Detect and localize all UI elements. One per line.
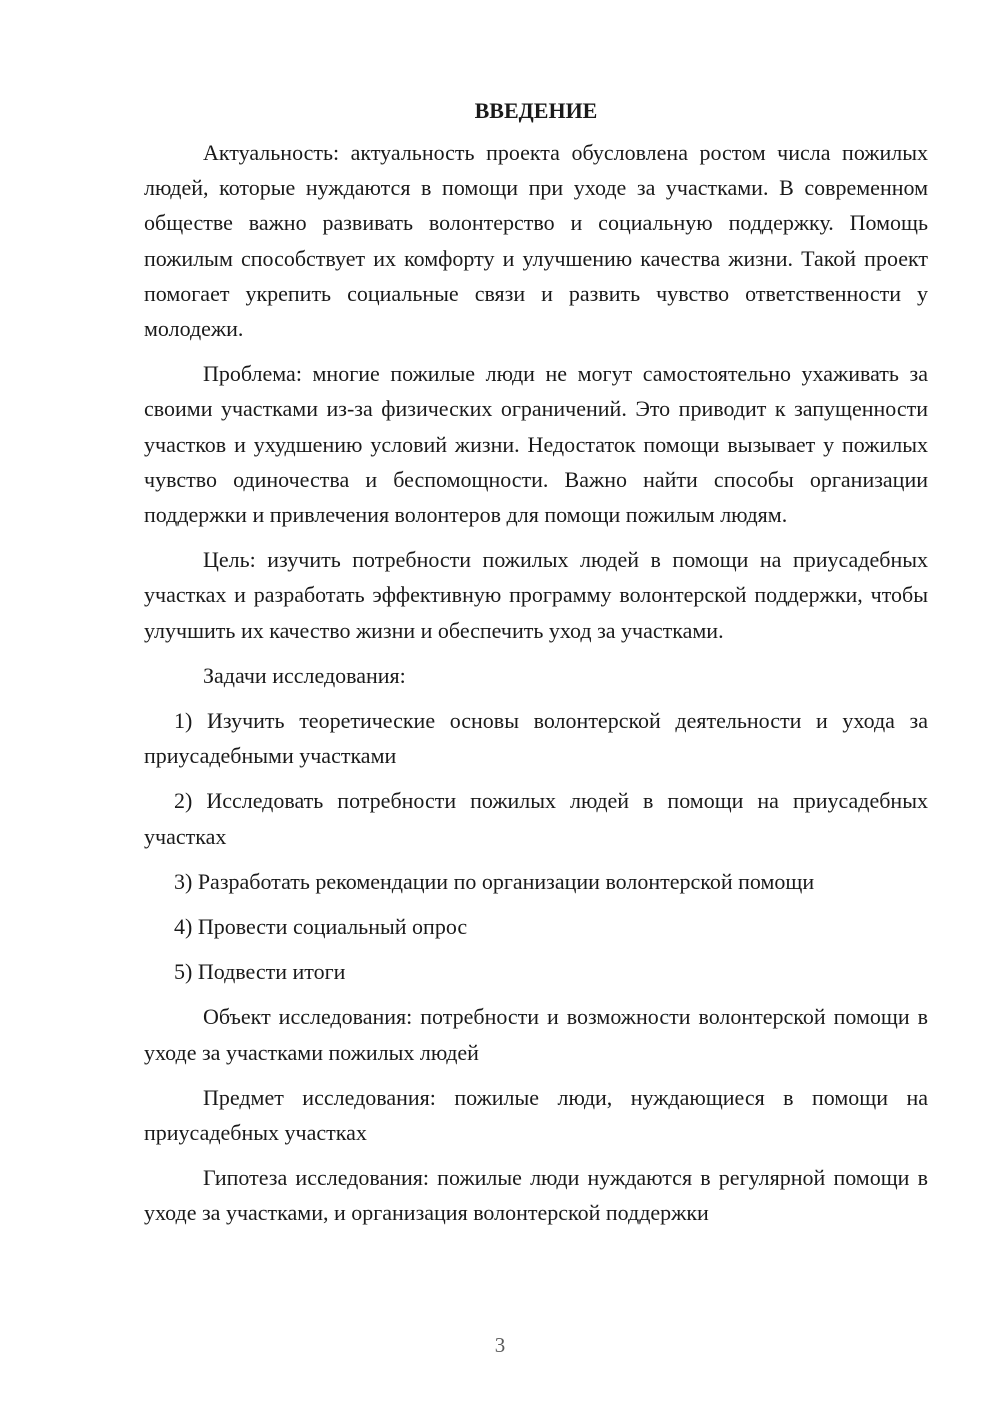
paragraph-hypothesis: Гипотеза исследования: пожилые люди нуждаются в регулярной помощи в уходе за участками, и организация волонтерской поддержки xyxy=(144,1165,928,1226)
paragraph-problem: Проблема: многие пожилые люди не могут самостоятельно ухаживать за своими участками из-за физических ограничений. Это приводит к запущенности участков и ухудшению условий жизни. Недостаток помощи вызывает у пожилых чувство одиночества и беспомощности. Важно найти способы организации поддержки и привлечения волонтеров для помощи пожилым людям. xyxy=(144,361,928,528)
page-title: ВВЕДЕНИЕ xyxy=(474,98,598,123)
task-item-2: 2) Исследовать потребности пожилых людей в помощи на приусадебных участках xyxy=(144,788,928,849)
task-item-1: 1) Изучить теоретические основы волонтерской деятельности и ухода за приусадебными участками xyxy=(144,708,928,769)
task-item-3: 3) Разработать рекомендации по организации волонтерской помощи xyxy=(174,868,815,894)
paragraph-object: Объект исследования: потребности и возможности волонтерской помощи в уходе за участками пожилых людей xyxy=(144,1004,928,1065)
document-body xyxy=(144,96,928,1241)
paragraph-relevance: Актуальность: актуальность проекта обусловлена ростом числа пожилых людей, которые нуждаются в помощи при уходе за участками. В современном обществе важно развивать волонтерство и социальную поддержку. Помощь пожилым способствует их комфорту и улучшению качества жизни. Такой проект помогает укрепить социальные связи и развить чувство ответственности у молодежи. xyxy=(144,140,928,342)
paragraph-subject: Предмет исследования: пожилые люди, нуждающиеся в помощи на приусадебных участках xyxy=(144,1084,928,1146)
paragraph-goal: Цель: изучить потребности пожилых людей в помощи на приусадебных участках и разработать эффективную программу волонтерской поддержки, чтобы улучшить их качество жизни и обеспечить уход за участками. xyxy=(144,547,928,643)
task-item-5: 5) Подвести итоги xyxy=(174,959,346,985)
page-number: 3 xyxy=(494,1333,506,1357)
task-item-4: 4) Провести социальный опрос xyxy=(174,914,468,940)
tasks-heading: Задачи исследования: xyxy=(203,662,406,688)
